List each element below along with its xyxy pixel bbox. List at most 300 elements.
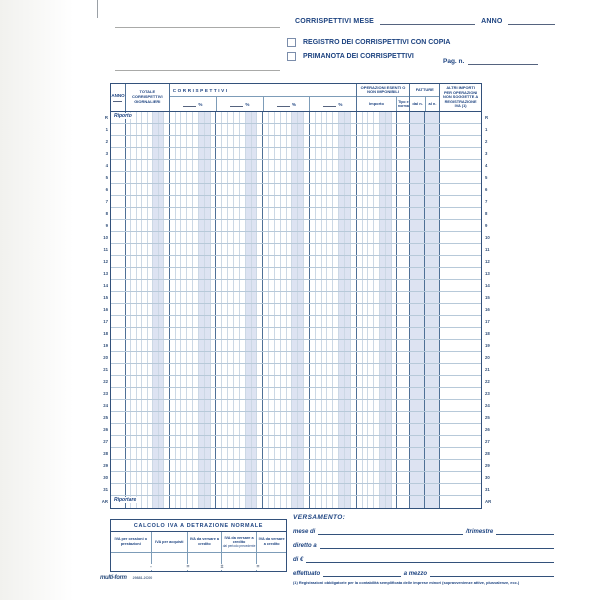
tipo-norma-cell[interactable] — [396, 460, 409, 471]
percent-cell[interactable] — [169, 160, 216, 171]
fattura-dal-cell[interactable] — [409, 148, 424, 159]
tipo-norma-cell[interactable] — [396, 160, 409, 171]
tipo-norma-cell[interactable] — [396, 472, 409, 483]
tipo-norma-cell[interactable] — [396, 436, 409, 447]
percent-cell[interactable] — [309, 256, 356, 267]
effettuato-write-line[interactable] — [323, 570, 400, 577]
percent-cell[interactable] — [215, 196, 262, 207]
percent-cell[interactable] — [262, 352, 309, 363]
totale-cell[interactable] — [125, 460, 169, 471]
totale-cell[interactable] — [125, 316, 169, 327]
percent-cell[interactable] — [169, 184, 216, 195]
altri-importi-cell[interactable] — [439, 220, 481, 231]
fattura-al-cell[interactable] — [424, 412, 439, 423]
altri-importi-cell[interactable] — [439, 172, 481, 183]
altri-importi-cell[interactable] — [439, 184, 481, 195]
tipo-norma-cell[interactable] — [396, 292, 409, 303]
percent-cell[interactable] — [169, 268, 216, 279]
anno-cell[interactable] — [111, 364, 125, 375]
percent-cell[interactable] — [309, 436, 356, 447]
fattura-dal-cell[interactable] — [409, 304, 424, 315]
importo-cell[interactable] — [356, 388, 397, 399]
fattura-al-cell[interactable] — [424, 460, 439, 471]
importo-cell[interactable] — [356, 124, 397, 135]
percent-cell[interactable] — [309, 160, 356, 171]
fattura-dal-cell[interactable] — [409, 208, 424, 219]
percent-cell[interactable] — [262, 232, 309, 243]
percent-cell[interactable] — [215, 172, 262, 183]
percent-cell[interactable] — [215, 268, 262, 279]
percent-cell[interactable] — [215, 388, 262, 399]
anno-cell[interactable] — [111, 436, 125, 447]
day-row[interactable] — [111, 436, 481, 448]
trimestre-write-line[interactable] — [496, 528, 554, 535]
percent-cell[interactable] — [262, 112, 309, 123]
fattura-al-cell[interactable] — [424, 184, 439, 195]
altri-importi-cell[interactable] — [439, 136, 481, 147]
day-row[interactable] — [111, 424, 481, 436]
day-row[interactable] — [111, 172, 481, 184]
altri-importi-cell[interactable] — [439, 352, 481, 363]
day-row[interactable] — [111, 124, 481, 136]
fattura-dal-cell[interactable] — [409, 400, 424, 411]
percent-cell[interactable] — [215, 136, 262, 147]
percent-cell[interactable] — [262, 400, 309, 411]
anno-cell[interactable] — [111, 388, 125, 399]
altri-importi-cell[interactable] — [439, 244, 481, 255]
anno-cell[interactable] — [111, 124, 125, 135]
day-row[interactable] — [111, 280, 481, 292]
percent-cell[interactable] — [215, 448, 262, 459]
day-row[interactable] — [111, 412, 481, 424]
percent-cell[interactable] — [169, 424, 216, 435]
tipo-norma-cell[interactable] — [396, 256, 409, 267]
percent-cell[interactable] — [262, 256, 309, 267]
fattura-al-cell[interactable] — [424, 256, 439, 267]
percent-cell[interactable] — [309, 424, 356, 435]
importo-cell[interactable] — [356, 448, 397, 459]
day-row[interactable] — [111, 196, 481, 208]
fattura-al-cell[interactable] — [424, 244, 439, 255]
fattura-dal-cell[interactable] — [409, 172, 424, 183]
percent-cell[interactable] — [309, 208, 356, 219]
importo-cell[interactable] — [356, 436, 397, 447]
percent-cell[interactable] — [309, 388, 356, 399]
percent-cell[interactable] — [309, 400, 356, 411]
totale-cell[interactable] — [125, 436, 169, 447]
tipo-norma-cell[interactable] — [396, 328, 409, 339]
tipo-norma-cell[interactable] — [396, 484, 409, 495]
altri-importi-cell[interactable] — [439, 160, 481, 171]
percent-cell[interactable] — [262, 268, 309, 279]
tipo-norma-cell[interactable] — [396, 388, 409, 399]
fattura-al-cell[interactable] — [424, 220, 439, 231]
importo-cell[interactable] — [356, 316, 397, 327]
altri-importi-cell[interactable] — [439, 112, 481, 123]
percent-cell[interactable] — [262, 220, 309, 231]
fattura-al-cell[interactable] — [424, 328, 439, 339]
importo-cell[interactable] — [356, 472, 397, 483]
fattura-dal-cell[interactable] — [409, 256, 424, 267]
fattura-dal-cell[interactable] — [409, 364, 424, 375]
day-row[interactable] — [111, 184, 481, 196]
totale-cell[interactable] — [125, 172, 169, 183]
percent-cell[interactable] — [309, 376, 356, 387]
altri-importi-cell[interactable] — [439, 376, 481, 387]
anno-cell[interactable] — [111, 220, 125, 231]
calc-value-cell[interactable] — [187, 553, 221, 571]
fattura-al-cell[interactable] — [424, 148, 439, 159]
fattura-al-cell[interactable] — [424, 316, 439, 327]
tipo-norma-cell[interactable] — [396, 316, 409, 327]
day-row[interactable] — [111, 208, 481, 220]
anno-cell[interactable] — [111, 232, 125, 243]
fattura-al-cell[interactable] — [424, 376, 439, 387]
mese-di-write-line[interactable] — [318, 528, 462, 535]
fattura-dal-cell[interactable] — [409, 220, 424, 231]
percent-cell[interactable] — [215, 352, 262, 363]
fattura-al-cell[interactable] — [424, 472, 439, 483]
percent-cell[interactable] — [309, 244, 356, 255]
percent-cell[interactable] — [215, 340, 262, 351]
importo-cell[interactable] — [356, 328, 397, 339]
totale-cell[interactable] — [125, 484, 169, 495]
percent-cell[interactable] — [262, 340, 309, 351]
percent-cell[interactable] — [309, 112, 356, 123]
altri-importi-cell[interactable] — [439, 436, 481, 447]
tipo-norma-cell[interactable] — [396, 244, 409, 255]
percent-cell[interactable] — [262, 172, 309, 183]
importo-cell[interactable] — [356, 208, 397, 219]
altri-importi-cell[interactable] — [439, 256, 481, 267]
percent-cell[interactable] — [215, 424, 262, 435]
tipo-norma-cell[interactable] — [396, 376, 409, 387]
fattura-dal-cell[interactable] — [409, 160, 424, 171]
fattura-al-cell[interactable] — [424, 160, 439, 171]
altri-importi-cell[interactable] — [439, 196, 481, 207]
tipo-norma-cell[interactable] — [396, 136, 409, 147]
importo-cell[interactable] — [356, 352, 397, 363]
percent-cell[interactable] — [309, 280, 356, 291]
fattura-al-cell[interactable] — [424, 448, 439, 459]
percent-cell[interactable] — [169, 304, 216, 315]
percent-cell[interactable] — [215, 496, 262, 508]
totale-cell[interactable] — [125, 148, 169, 159]
fattura-dal-cell[interactable] — [409, 460, 424, 471]
percent-cell[interactable] — [215, 292, 262, 303]
anno-cell[interactable] — [111, 352, 125, 363]
tipo-norma-cell[interactable] — [396, 112, 409, 123]
percent-cell[interactable] — [309, 232, 356, 243]
totale-cell[interactable] — [125, 280, 169, 291]
percent-cell[interactable] — [262, 184, 309, 195]
percent-cell[interactable] — [169, 172, 216, 183]
anno-cell[interactable] — [111, 148, 125, 159]
totale-cell[interactable] — [125, 364, 169, 375]
percent-cell[interactable] — [169, 436, 216, 447]
fattura-dal-cell[interactable] — [409, 232, 424, 243]
percent-cell[interactable] — [215, 232, 262, 243]
percent-cell[interactable] — [215, 220, 262, 231]
fattura-al-cell[interactable] — [424, 292, 439, 303]
totale-cell[interactable] — [125, 472, 169, 483]
percent-cell[interactable] — [262, 388, 309, 399]
anno-cell[interactable] — [111, 400, 125, 411]
fattura-al-cell[interactable] — [424, 232, 439, 243]
day-row[interactable] — [111, 400, 481, 412]
fattura-dal-cell[interactable] — [409, 268, 424, 279]
percent-cell[interactable] — [262, 424, 309, 435]
fattura-dal-cell[interactable] — [409, 472, 424, 483]
day-row[interactable] — [111, 160, 481, 172]
day-row[interactable] — [111, 136, 481, 148]
percent-cell[interactable] — [215, 472, 262, 483]
day-row[interactable] — [111, 268, 481, 280]
anno-cell[interactable] — [111, 196, 125, 207]
totale-cell[interactable] — [125, 208, 169, 219]
di-euro-write-line[interactable] — [306, 556, 554, 563]
diretto-a-write-line[interactable] — [320, 542, 554, 549]
tipo-norma-cell[interactable] — [396, 424, 409, 435]
percent-cell[interactable] — [309, 172, 356, 183]
totale-cell[interactable] — [125, 196, 169, 207]
percent-cell[interactable] — [309, 472, 356, 483]
primanota-checkbox[interactable] — [287, 52, 296, 61]
totale-cell[interactable] — [125, 268, 169, 279]
totale-cell[interactable] — [125, 448, 169, 459]
percent-cell[interactable] — [169, 196, 216, 207]
percent-cell[interactable] — [215, 376, 262, 387]
totale-cell[interactable] — [125, 424, 169, 435]
importo-cell[interactable] — [356, 112, 397, 123]
altri-importi-cell[interactable] — [439, 460, 481, 471]
tipo-norma-cell[interactable] — [396, 364, 409, 375]
percent-cell[interactable] — [169, 232, 216, 243]
anno-cell[interactable] — [111, 484, 125, 495]
percent-cell[interactable] — [169, 484, 216, 495]
fattura-al-cell[interactable] — [424, 364, 439, 375]
anno-cell[interactable] — [111, 328, 125, 339]
altri-importi-cell[interactable] — [439, 316, 481, 327]
altri-importi-cell[interactable] — [439, 292, 481, 303]
percent-cell[interactable] — [262, 328, 309, 339]
percent-cell[interactable] — [215, 316, 262, 327]
percent-cell[interactable] — [309, 304, 356, 315]
percent-cell[interactable] — [262, 160, 309, 171]
anno-cell[interactable] — [111, 340, 125, 351]
percent-cell[interactable] — [262, 304, 309, 315]
anno-write-line[interactable] — [508, 17, 555, 25]
altri-importi-cell[interactable] — [439, 124, 481, 135]
percent-cell[interactable] — [262, 376, 309, 387]
anno-cell[interactable] — [111, 208, 125, 219]
anno-cell[interactable] — [111, 172, 125, 183]
percent-cell[interactable] — [169, 448, 216, 459]
day-row[interactable] — [111, 460, 481, 472]
anno-cell[interactable] — [111, 472, 125, 483]
percent-cell[interactable] — [169, 220, 216, 231]
totale-cell[interactable] — [125, 244, 169, 255]
fattura-dal-cell[interactable] — [409, 280, 424, 291]
percent-cell[interactable] — [262, 124, 309, 135]
altri-importi-cell[interactable] — [439, 496, 481, 508]
percent-cell[interactable] — [262, 412, 309, 423]
anno-cell[interactable] — [111, 412, 125, 423]
percent-cell[interactable] — [169, 292, 216, 303]
importo-cell[interactable] — [356, 184, 397, 195]
tipo-norma-cell[interactable] — [396, 172, 409, 183]
totale-cell[interactable] — [125, 304, 169, 315]
percent-cell[interactable] — [262, 484, 309, 495]
importo-cell[interactable] — [356, 376, 397, 387]
percent-cell[interactable] — [262, 196, 309, 207]
percent-cell[interactable] — [262, 436, 309, 447]
fattura-al-cell[interactable] — [424, 388, 439, 399]
tipo-norma-cell[interactable] — [396, 352, 409, 363]
day-row[interactable] — [111, 292, 481, 304]
day-row[interactable] — [111, 316, 481, 328]
percent-cell[interactable] — [262, 148, 309, 159]
riporto-row[interactable] — [111, 112, 481, 124]
calc-value-cell[interactable] — [151, 553, 188, 571]
percent-cell[interactable] — [262, 460, 309, 471]
anno-cell[interactable] — [111, 424, 125, 435]
importo-cell[interactable] — [356, 400, 397, 411]
importo-cell[interactable] — [356, 232, 397, 243]
fattura-dal-cell[interactable] — [409, 388, 424, 399]
altri-importi-cell[interactable] — [439, 484, 481, 495]
fattura-al-cell[interactable] — [424, 172, 439, 183]
percent-cell[interactable] — [169, 124, 216, 135]
percent-cell[interactable] — [262, 280, 309, 291]
anno-cell[interactable] — [111, 292, 125, 303]
percent-cell[interactable] — [309, 292, 356, 303]
percent-cell[interactable] — [215, 412, 262, 423]
percent-write-line[interactable] — [323, 106, 336, 107]
altri-importi-cell[interactable] — [439, 388, 481, 399]
percent-cell[interactable] — [309, 448, 356, 459]
percent-cell[interactable] — [309, 148, 356, 159]
percent-cell[interactable] — [262, 496, 309, 508]
percent-cell[interactable] — [309, 136, 356, 147]
calc-value-cell[interactable] — [256, 553, 286, 571]
fattura-dal-cell[interactable] — [409, 352, 424, 363]
tipo-norma-cell[interactable] — [396, 268, 409, 279]
day-row[interactable] — [111, 472, 481, 484]
fattura-dal-cell[interactable] — [409, 424, 424, 435]
percent-cell[interactable] — [309, 340, 356, 351]
percent-cell[interactable] — [169, 412, 216, 423]
day-row[interactable] — [111, 340, 481, 352]
altri-importi-cell[interactable] — [439, 424, 481, 435]
importo-cell[interactable] — [356, 160, 397, 171]
percent-cell[interactable] — [262, 472, 309, 483]
percent-cell[interactable] — [309, 196, 356, 207]
altri-importi-cell[interactable] — [439, 400, 481, 411]
page-number-write-line[interactable] — [468, 58, 538, 65]
fattura-al-cell[interactable] — [424, 496, 439, 508]
importo-cell[interactable] — [356, 172, 397, 183]
fattura-al-cell[interactable] — [424, 112, 439, 123]
anno-cell[interactable] — [111, 244, 125, 255]
totale-cell[interactable] — [125, 412, 169, 423]
altri-importi-cell[interactable] — [439, 208, 481, 219]
fattura-dal-cell[interactable] — [409, 436, 424, 447]
percent-cell[interactable] — [169, 400, 216, 411]
fattura-dal-cell[interactable] — [409, 340, 424, 351]
tipo-norma-cell[interactable] — [396, 496, 409, 508]
importo-cell[interactable] — [356, 292, 397, 303]
percent-cell[interactable] — [309, 496, 356, 508]
mese-write-line[interactable] — [380, 17, 475, 25]
percent-cell[interactable] — [215, 280, 262, 291]
fattura-dal-cell[interactable] — [409, 316, 424, 327]
percent-cell[interactable] — [215, 124, 262, 135]
percent-cell[interactable] — [169, 148, 216, 159]
totale-cell[interactable] — [125, 388, 169, 399]
percent-write-line[interactable] — [230, 106, 243, 107]
tipo-norma-cell[interactable] — [396, 220, 409, 231]
percent-cell[interactable] — [169, 364, 216, 375]
day-row[interactable] — [111, 304, 481, 316]
percent-cell[interactable] — [169, 472, 216, 483]
percent-cell[interactable] — [262, 364, 309, 375]
percent-cell[interactable] — [215, 304, 262, 315]
altri-importi-cell[interactable] — [439, 472, 481, 483]
fattura-dal-cell[interactable] — [409, 412, 424, 423]
totale-cell[interactable] — [125, 328, 169, 339]
day-row[interactable] — [111, 220, 481, 232]
percent-cell[interactable] — [215, 256, 262, 267]
calc-value-cell[interactable] — [221, 553, 257, 571]
tipo-norma-cell[interactable] — [396, 400, 409, 411]
percent-cell[interactable] — [309, 328, 356, 339]
fattura-al-cell[interactable] — [424, 268, 439, 279]
percent-cell[interactable] — [215, 112, 262, 123]
importo-cell[interactable] — [356, 424, 397, 435]
totale-cell[interactable] — [125, 400, 169, 411]
tipo-norma-cell[interactable] — [396, 232, 409, 243]
totale-cell[interactable] — [125, 352, 169, 363]
percent-cell[interactable] — [215, 460, 262, 471]
percent-cell[interactable] — [309, 352, 356, 363]
fattura-al-cell[interactable] — [424, 484, 439, 495]
totale-cell[interactable] — [125, 160, 169, 171]
percent-cell[interactable] — [215, 484, 262, 495]
company-write-line-2[interactable] — [115, 70, 280, 71]
tipo-norma-cell[interactable] — [396, 280, 409, 291]
tipo-norma-cell[interactable] — [396, 304, 409, 315]
percent-cell[interactable] — [169, 256, 216, 267]
percent-cell[interactable] — [262, 448, 309, 459]
percent-cell[interactable] — [309, 220, 356, 231]
anno-cell[interactable] — [111, 136, 125, 147]
percent-cell[interactable] — [215, 244, 262, 255]
percent-cell[interactable] — [169, 340, 216, 351]
fattura-dal-cell[interactable] — [409, 448, 424, 459]
day-row[interactable] — [111, 448, 481, 460]
percent-cell[interactable] — [169, 328, 216, 339]
tipo-norma-cell[interactable] — [396, 208, 409, 219]
day-row[interactable] — [111, 256, 481, 268]
percent-cell[interactable] — [262, 208, 309, 219]
fattura-dal-cell[interactable] — [409, 112, 424, 123]
totale-cell[interactable] — [125, 136, 169, 147]
fattura-al-cell[interactable] — [424, 424, 439, 435]
percent-cell[interactable] — [169, 496, 216, 508]
percent-cell[interactable] — [309, 412, 356, 423]
percent-cell[interactable] — [262, 292, 309, 303]
